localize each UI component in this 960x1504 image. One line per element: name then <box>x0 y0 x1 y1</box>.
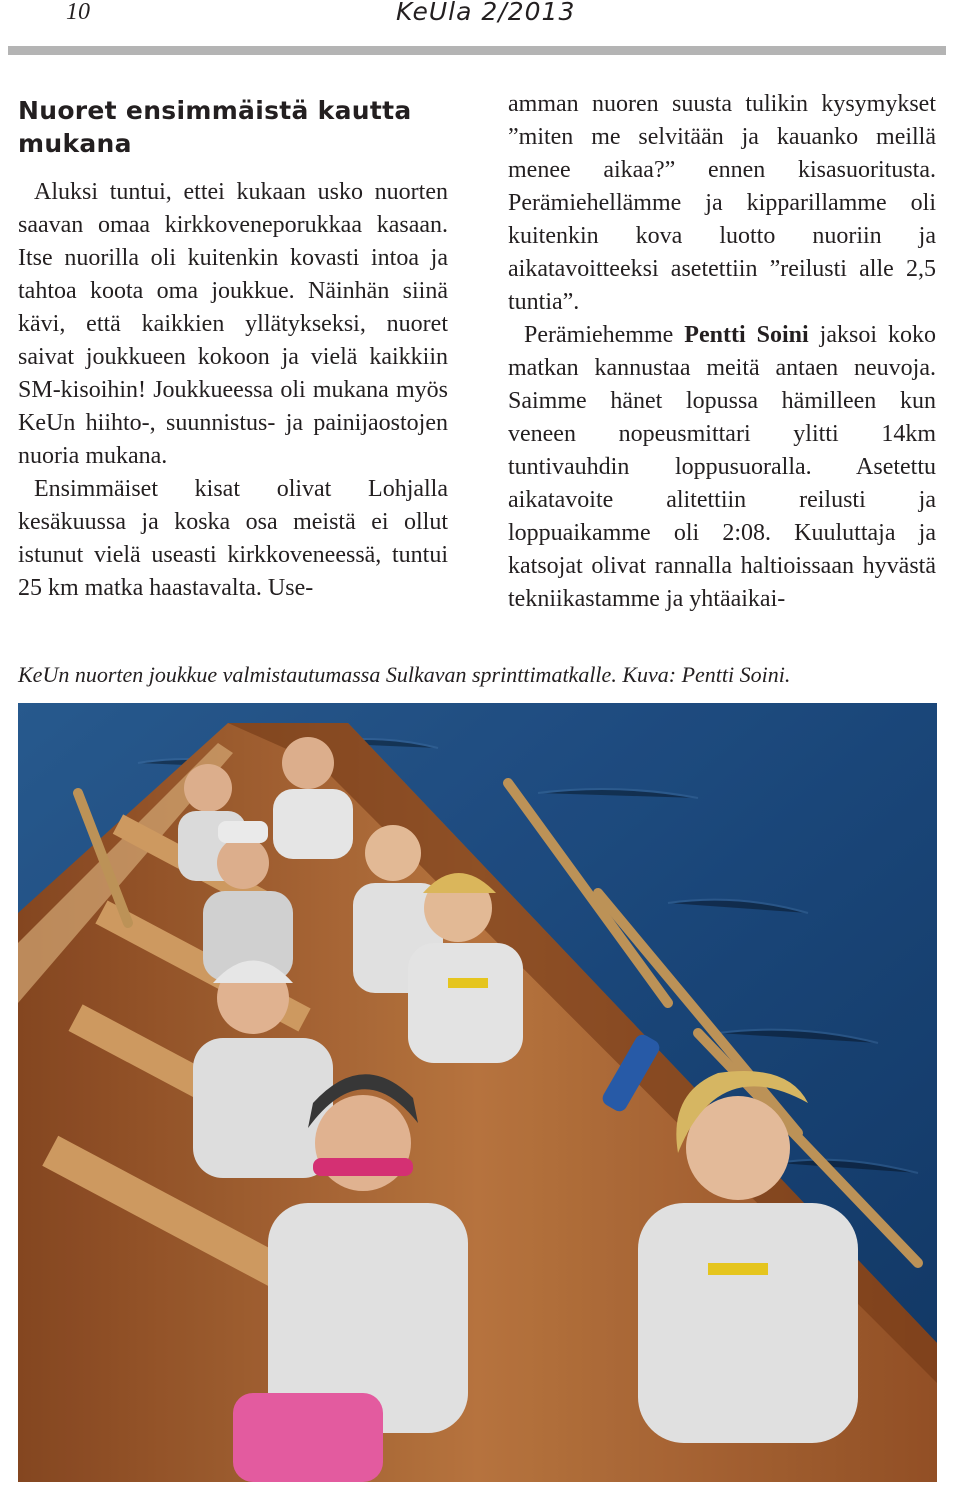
article-paragraph-2: Ensimmäiset kisat olivat Lohjalla kesäkuussa ja koska osa meistä ei ollut istunut vielä useasti kirkkoveneessä, tuntui 25 km matka haastavalta. Use- <box>18 476 448 601</box>
photo-rowing-team-icon <box>18 703 937 1482</box>
article-column-left <box>18 94 448 605</box>
article-column-right <box>508 88 936 616</box>
article-paragraph-3: amman nuoren suusta tulikin kysymykset ”miten me selvitään ja kauanko meillä menee aikaa?” ennen kisasuoritusta. Perämiehellämme ja kipparillamme oli kuitenkin kova luotto nuoriin ja aikatavoitteeksi asetettiin ”reilusti alle 2,5 tuntia”. <box>508 91 936 315</box>
team-photo <box>18 703 937 1482</box>
header-rule <box>8 46 946 55</box>
article-headline: Nuoret ensimmäistä kautta mukana <box>18 96 412 158</box>
page-number: 10 <box>66 0 90 25</box>
issue-title: KeUla 2/2013 <box>396 0 576 26</box>
article-paragraph-1: Aluksi tuntui, ettei kukaan usko nuorten saavan omaa kirkkoveneporukkaa kasaan. Itse nuorilla oli kuitenkin kovasti intoa ja tahtoa koota oma joukkue. Näinhän siinä kävi, että kaikkien yllätykseksi, nuoret saivat joukkueen kokoon ja vielä kaikkiin SM-kisoihin! Joukkueessa oli mukana myös KeUn hiihto-, suunnistus- ja painijaostojen nuoria mukana. <box>18 179 448 469</box>
person-name: Pentti Soini <box>684 322 809 348</box>
article-paragraph-4 <box>508 319 936 616</box>
paragraph-text: jaksoi koko matkan kannustaa meitä antaen neuvoja. Saimme hänet lopussa hämilleen kun veneen nopeusmittari ylitti 14km tuntivauhdin loppusuoralla. Asetettu aikatavoite alitettiin reilusti ja loppuaikamme oli 2:08. Kuuluttaja ja katsojat olivat rannalla haltioissaan hyvästä tekniikastamme ja yhtäaikai- <box>508 322 937 612</box>
photo-caption: KeUn nuorten joukkue valmistautumassa Sulkavan sprinttimatkalle. Kuva: Pentti Soini. <box>18 662 791 687</box>
paragraph-text: Perämiehemme <box>524 322 685 348</box>
